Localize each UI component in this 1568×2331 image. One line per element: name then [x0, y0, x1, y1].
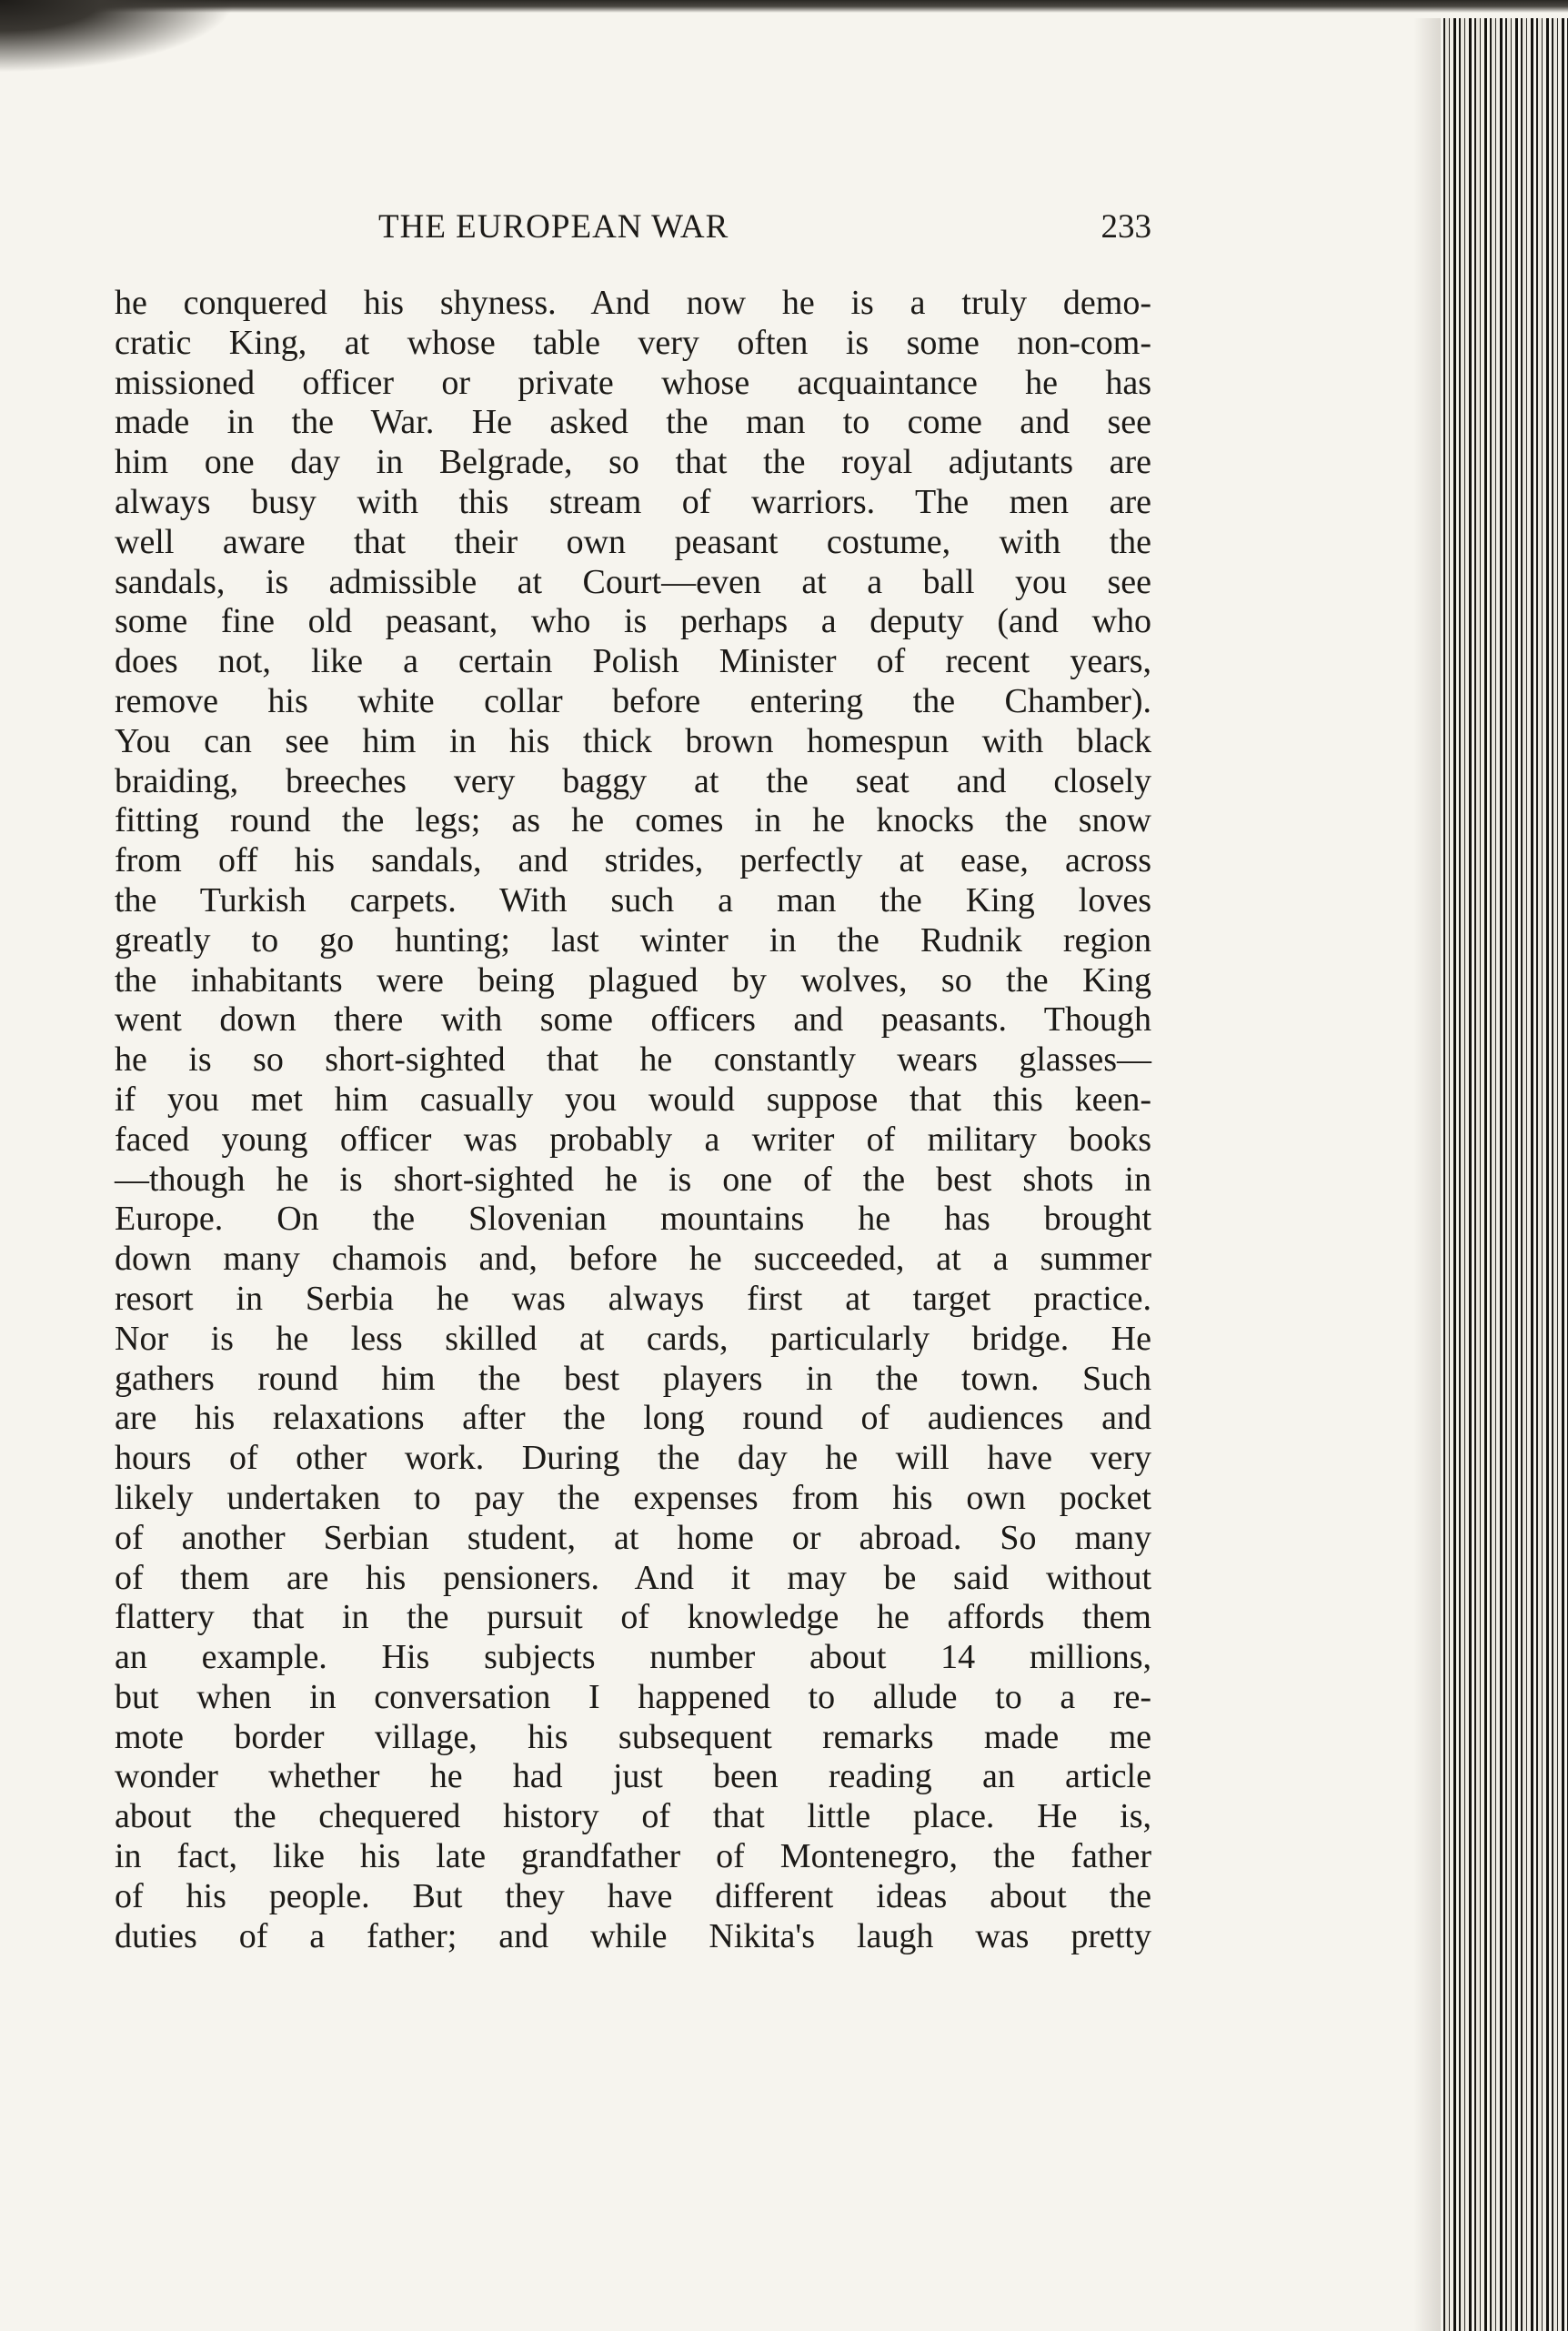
text-line: hours of other work. During the day he will have very	[115, 1439, 1151, 1478]
text-line: cratic King, at whose table very often is some non-com-	[115, 323, 1151, 362]
text-line: well aware that their own peasant costume, with the	[115, 522, 1151, 561]
text-line: of them are his pensioners. And it may be said without	[115, 1558, 1151, 1597]
body-text	[115, 284, 1151, 1956]
running-title: THE EUROPEAN WAR	[378, 208, 729, 246]
text-line: in fact, like his late grandfather of Montenegro, the father	[115, 1837, 1151, 1876]
text-line: Nor is he less skilled at cards, particularly bridge. He	[115, 1319, 1151, 1358]
text-line: always busy with this stream of warriors. The men are	[115, 482, 1151, 521]
text-line: remove his white collar before entering the Chamber).	[115, 681, 1151, 720]
text-line: went down there with some officers and peasants. Though	[115, 1000, 1151, 1040]
text-line: made in the War. He asked the man to come and see	[115, 403, 1151, 442]
text-line: an example. His subjects number about 14 millions,	[115, 1638, 1151, 1677]
text-line: the Turkish carpets. With such a man the King loves	[115, 880, 1151, 919]
text-line: he is so short-sighted that he constantly wears glasses—	[115, 1040, 1151, 1080]
scan-corner-shadow	[0, 0, 236, 73]
text-line: from off his sandals, and strides, perfectly at ease, across	[115, 841, 1151, 880]
page-number: 233	[1101, 208, 1151, 246]
text-line: braiding, breeches very baggy at the seat and closely	[115, 761, 1151, 800]
text-line: are his relaxations after the long round of audiences and	[115, 1399, 1151, 1438]
text-line: he conquered his shyness. And now he is a truly demo-	[115, 284, 1151, 322]
text-line: sandals, is admissible at Court—even at a ball you see	[115, 562, 1151, 601]
page-edge-shadow	[1413, 18, 1441, 2331]
text-line: —though he is short-sighted he is one of the best shots in	[115, 1160, 1151, 1199]
text-line: likely undertaken to pay the expenses from his own pocket	[115, 1478, 1151, 1517]
running-head	[115, 207, 1151, 253]
text-line: fitting round the legs; as he comes in he knocks the snow	[115, 801, 1151, 840]
text-line: of his people. But they have different ideas about the	[115, 1876, 1151, 1915]
text-line: resort in Serbia he was always first at target practice.	[115, 1279, 1151, 1318]
text-line: duties of a father; and while Nikita's laugh was pretty	[115, 1916, 1151, 1955]
text-line: about the chequered history of that little place. He is,	[115, 1797, 1151, 1836]
text-line: wonder whether he had just been reading an article	[115, 1757, 1151, 1796]
text-line: of another Serbian student, at home or abroad. So many	[115, 1518, 1151, 1557]
text-line: flattery that in the pursuit of knowledge he affords them	[115, 1598, 1151, 1637]
text-line: does not, like a certain Polish Minister of recent years,	[115, 642, 1151, 681]
text-line: gathers round him the best players in the town. Such	[115, 1359, 1151, 1398]
text-line: some fine old peasant, who is perhaps a deputy (and who	[115, 602, 1151, 641]
text-line: if you met him casually you would suppose that this keen-	[115, 1080, 1151, 1119]
text-line: missioned officer or private whose acquaintance he has	[115, 363, 1151, 402]
text-line: him one day in Belgrade, so that the royal adjutants are	[115, 443, 1151, 482]
text-line: You can see him in his thick brown homespun with black	[115, 721, 1151, 760]
text-line: down many chamois and, before he succeeded, at a summer	[115, 1240, 1151, 1279]
text-line: Europe. On the Slovenian mountains he has brought	[115, 1200, 1151, 1239]
text-line: the inhabitants were being plagued by wolves, so the King	[115, 960, 1151, 1000]
text-line: mote border village, his subsequent remarks made me	[115, 1717, 1151, 1756]
text-line: faced young officer was probably a writer of military books	[115, 1120, 1151, 1159]
text-line: but when in conversation I happened to allude to a re-	[115, 1677, 1151, 1716]
page-stack-edge	[1441, 18, 1568, 2331]
text-line: greatly to go hunting; last winter in the Rudnik region	[115, 920, 1151, 960]
